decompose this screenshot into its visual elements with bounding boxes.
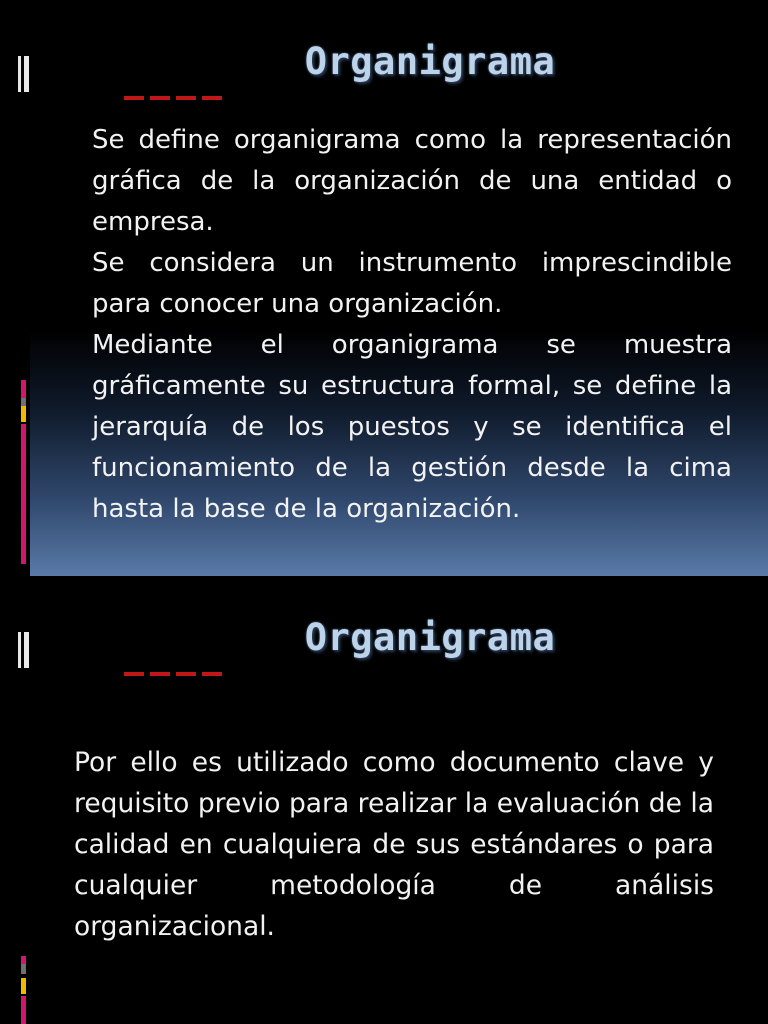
slide-body xyxy=(74,742,714,947)
title-dash-decoration xyxy=(124,672,224,676)
paragraph: Se considera un instrumento imprescindible para conocer una organización. xyxy=(92,248,732,319)
slide-1 xyxy=(30,0,768,576)
paragraph: Por ello es utilizado como documento clave y requisito previo para realizar la evaluación de la calidad en cualquiera de sus estándares o para cualquier metodología de análisis organizacional. xyxy=(74,747,714,942)
paragraph: Mediante el organigrama se muestra gráficamente su estructura formal, se define la jerarquía de los puestos y se identifica el funcionamiento de la gestión desde la cima hasta la base de la organización. xyxy=(92,330,732,524)
paragraph: Se define organigrama como la representación gráfica de la organización de una entidad o empresa. xyxy=(92,125,732,237)
side-accent-1 xyxy=(21,380,26,570)
slide-marker-1 xyxy=(18,56,30,92)
side-accent-2 xyxy=(21,956,26,1024)
title-dash-decoration xyxy=(124,96,224,100)
slide-marker-2 xyxy=(18,632,30,668)
slide-title: Organigrama xyxy=(304,616,556,659)
slide-2 xyxy=(30,576,768,1024)
slide-title: Organigrama xyxy=(304,40,556,83)
slide-body xyxy=(92,120,732,530)
